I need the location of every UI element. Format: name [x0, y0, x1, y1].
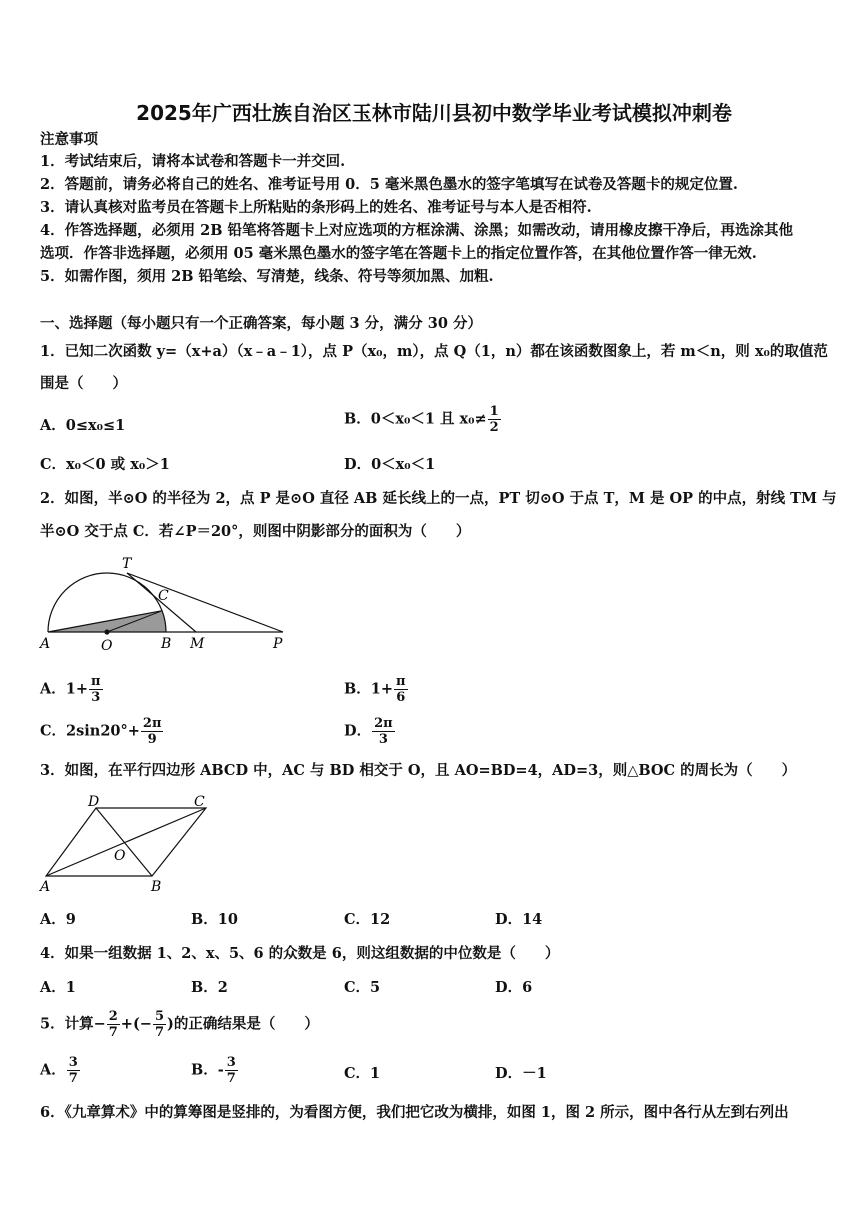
notice-heading: 注意事项: [40, 131, 98, 148]
q3-diagonal-bd: [96, 808, 152, 876]
q2-label-a: A: [40, 636, 51, 652]
q3-label-c: C: [194, 794, 205, 810]
q2-stem: 2．如图，半⊙O 的半径为 2，点 P 是⊙O 直径 AB 延长线上的一点，PT 切⊙O 于点 T，M 是 OP 的中点，射线 TM 与: [40, 490, 837, 507]
q5-option-c: C．1: [344, 1065, 381, 1082]
q2-label-p: P: [273, 636, 283, 652]
q4-stem: 4．如果一组数据 1、2、x、5、6 的众数是 6，则这组数据的中位数是（ ）: [40, 945, 560, 962]
notice-item-4: 4．作答选择题，必须用 2B 铅笔将答题卡上对应选项的方框涂满、涂黑；如需改动，请用橡皮擦干净后，再选涂其他: [40, 222, 794, 239]
q6-stem: 6．《九章算术》中的算筹图是竖排的，为看图方便，我们把它改为横排，如图 1，图 2 所示，图中各行从左到右列出: [40, 1104, 789, 1121]
q2-option-c: C．2sin20°+ $\frac{2\pi}{9}$: [40, 716, 162, 747]
q4-option-d: D．6: [495, 979, 533, 996]
q1-option-b: B．0＜x₀＜1 且 x₀≠ $\frac{1}{2}$: [344, 404, 499, 435]
notice-item-4-cont: 选项．作答非选择题，必须用 05 毫米黑色墨水的签字笔在答题卡上的指定位置作答，在其他位置作答一律无效.: [40, 245, 757, 262]
q2-label-c: C: [158, 588, 169, 604]
q2-option-a: A．1+ $\frac{\pi}{3}$: [40, 674, 101, 705]
q2-option-d: D． $\frac{2\pi}{3}$: [344, 716, 393, 747]
q2-stem-cont: 半⊙O 交于点 C．若∠P＝20°，则图中阴影部分的面积为（ ）: [40, 523, 471, 540]
q5-option-b: B．- $\frac{3}{7}$: [191, 1055, 236, 1086]
q3-label-o: O: [114, 848, 126, 864]
page-title: 2025年广西壮族自治区玉林市陆川县初中数学毕业考试模拟冲刺卷: [136, 101, 732, 125]
section-heading: 一、选择题（每小题只有一个正确答案，每小题 3 分，满分 30 分）: [40, 315, 482, 332]
q2-label-t: T: [122, 556, 132, 572]
notice-item-2: 2．答题前，请务必将自己的姓名、准考证号用 0．5 毫米黑色墨水的签字笔填写在试卷及答题卡的规定位置.: [40, 176, 738, 193]
q1-stem: 1．已知二次函数 y=（x+a）（x﹣a﹣1），点 P（x₀，m），点 Q（1，n）都在该函数图象上，若 m＜n，则 x₀的取值范: [40, 343, 828, 360]
notice-item-3: 3．请认真核对监考员在答题卡上所粘贴的条形码上的姓名、准考证号与本人是否相符.: [40, 199, 592, 216]
q4-option-a: A．1: [40, 979, 76, 996]
q3-label-b: B: [151, 879, 162, 895]
q5-stem: 5．计算− $\frac{2}{7}$ +(− $\frac{5}{7}$ )的正确结果是（ ）: [40, 1009, 319, 1040]
q3-option-b: B．10: [191, 911, 238, 928]
q1-option-c: C．x₀＜0 或 x₀＞1: [40, 456, 170, 473]
q3-option-a: A．9: [40, 911, 76, 928]
q3-stem: 3．如图，在平行四边形 ABCD 中，AC 与 BD 相交于 O，且 AO=BD=4，AD=3，则△BOC 的周长为（ ）: [40, 762, 797, 779]
q1-option-d: D．0＜x₀＜1: [344, 456, 436, 473]
q3-label-d: D: [88, 794, 100, 810]
q4-option-b: B．2: [191, 979, 228, 996]
q3-option-c: C．12: [344, 911, 391, 928]
q3-option-d: D．14: [495, 911, 543, 928]
q3-figure: [38, 792, 218, 896]
q2-center-dot: [104, 629, 109, 634]
q5-option-d: D．－1: [495, 1065, 547, 1082]
q3-label-a: A: [40, 879, 51, 895]
q2-label-m: M: [190, 636, 205, 652]
q3-diagonal-ac: [46, 808, 206, 876]
q2-option-b: B．1+ $\frac{\pi}{6}$: [344, 674, 406, 705]
q2-figure: [38, 555, 298, 655]
q2-label-b: B: [161, 636, 172, 652]
notice-item-1: 1．考试结束后，请将本试卷和答题卡一并交回.: [40, 153, 346, 170]
q1-option-a: A．0≤x₀≤1: [40, 417, 126, 434]
q5-option-a: A． $\frac{3}{7}$: [40, 1055, 78, 1086]
q2-label-o: O: [101, 638, 113, 654]
q1-stem-cont: 围是（ ）: [40, 375, 127, 392]
q4-option-c: C．5: [344, 979, 381, 996]
notice-item-5: 5．如需作图，须用 2B 铅笔绘、写清楚，线条、符号等须加黑、加粗.: [40, 268, 494, 285]
